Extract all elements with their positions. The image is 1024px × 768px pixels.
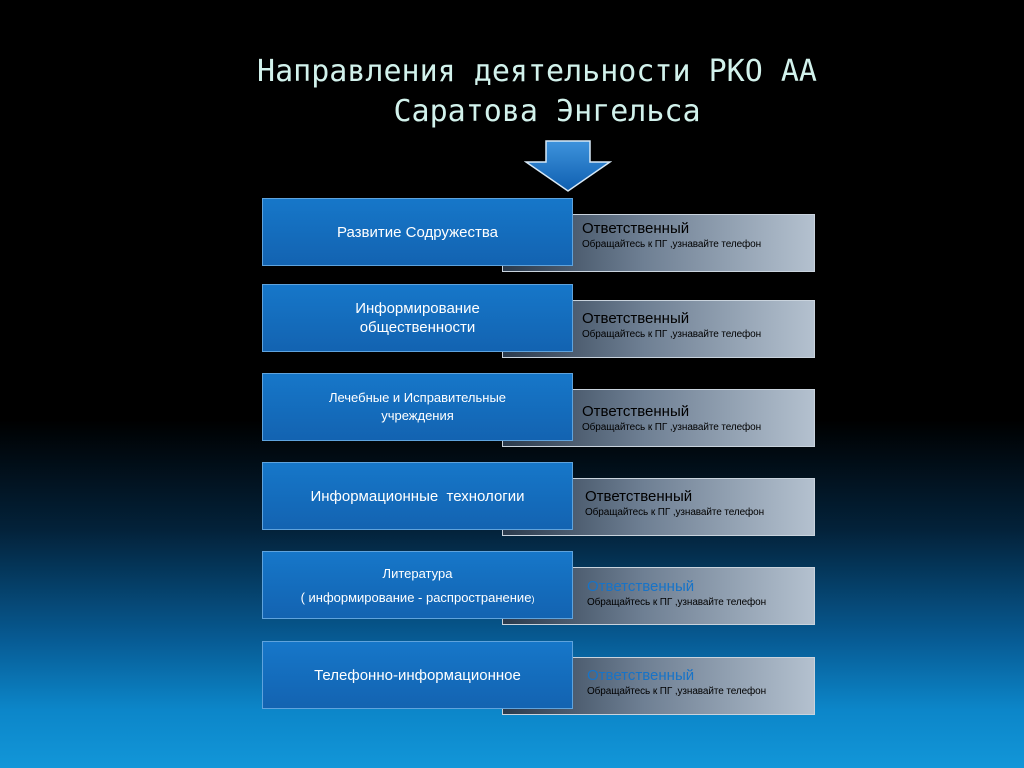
direction-row-4 (0, 462, 1024, 540)
responsible-text-5 (587, 578, 766, 609)
direction-label-5-line-2-end: ) (531, 594, 535, 604)
direction-label-5-line-2 (301, 586, 535, 611)
direction-row-3 (0, 373, 1024, 451)
direction-box-4 (262, 462, 573, 530)
responsible-text-6 (587, 667, 766, 698)
responsible-contact-2: Обращайтесь к ПГ ,узнавайте телефон (582, 329, 762, 340)
responsible-contact-5: Обращайтесь к ПГ ,узнавайте телефон (587, 597, 767, 608)
responsible-contact-1: Обращайтесь к ПГ ,узнавайте телефон (582, 239, 762, 250)
direction-row-1 (0, 198, 1024, 276)
responsible-text-2 (582, 310, 761, 341)
direction-label-5-line-1: Литература (382, 566, 453, 581)
direction-label-1: Развитие Содружества (337, 223, 498, 241)
responsible-contact-3: Обращайтесь к ПГ ,узнавайте телефон (582, 422, 762, 433)
responsible-contact-6: Обращайтесь к ПГ ,узнавайте телефон (587, 686, 767, 697)
direction-box-6 (262, 641, 573, 709)
direction-label-3-line-2: учреждения (381, 408, 454, 423)
responsible-text-1 (582, 220, 761, 251)
slide-title-line-1: Направления деятельности РКО АА (257, 54, 817, 89)
responsible-title-5: Ответственный (587, 578, 695, 595)
responsible-title-2: Ответственный (582, 310, 690, 327)
responsible-title-4: Ответственный (585, 488, 693, 505)
responsible-title-6: Ответственный (587, 667, 695, 684)
responsible-title-1: Ответственный (582, 220, 690, 237)
responsible-text-4 (585, 488, 764, 519)
direction-label-6: Телефонно-информационное (314, 666, 521, 684)
direction-box-2 (262, 284, 573, 352)
direction-row-6 (0, 641, 1024, 719)
responsible-title-3: Ответственный (582, 403, 690, 420)
direction-box-5 (262, 551, 573, 619)
direction-label-5-line-2-text: ( информирование - распространение (300, 590, 532, 605)
direction-row-2 (0, 284, 1024, 362)
slide-title-line-2: Саратова Энгельса (393, 94, 701, 129)
direction-label-3-line-1: Лечебные и Исправительные (328, 390, 507, 405)
direction-label-2-line-2: общественности (359, 319, 476, 336)
down-arrow-icon (524, 140, 612, 192)
direction-box-1 (262, 198, 573, 266)
responsible-contact-4: Обращайтесь к ПГ ,узнавайте телефон (585, 507, 765, 518)
direction-row-5 (0, 551, 1024, 629)
slide-title (0, 52, 1024, 132)
direction-label-2-line-1: Информирование (355, 300, 480, 317)
direction-label-4: Информационные технологии (310, 487, 525, 505)
responsible-text-3 (582, 403, 761, 434)
direction-box-3 (262, 373, 573, 441)
